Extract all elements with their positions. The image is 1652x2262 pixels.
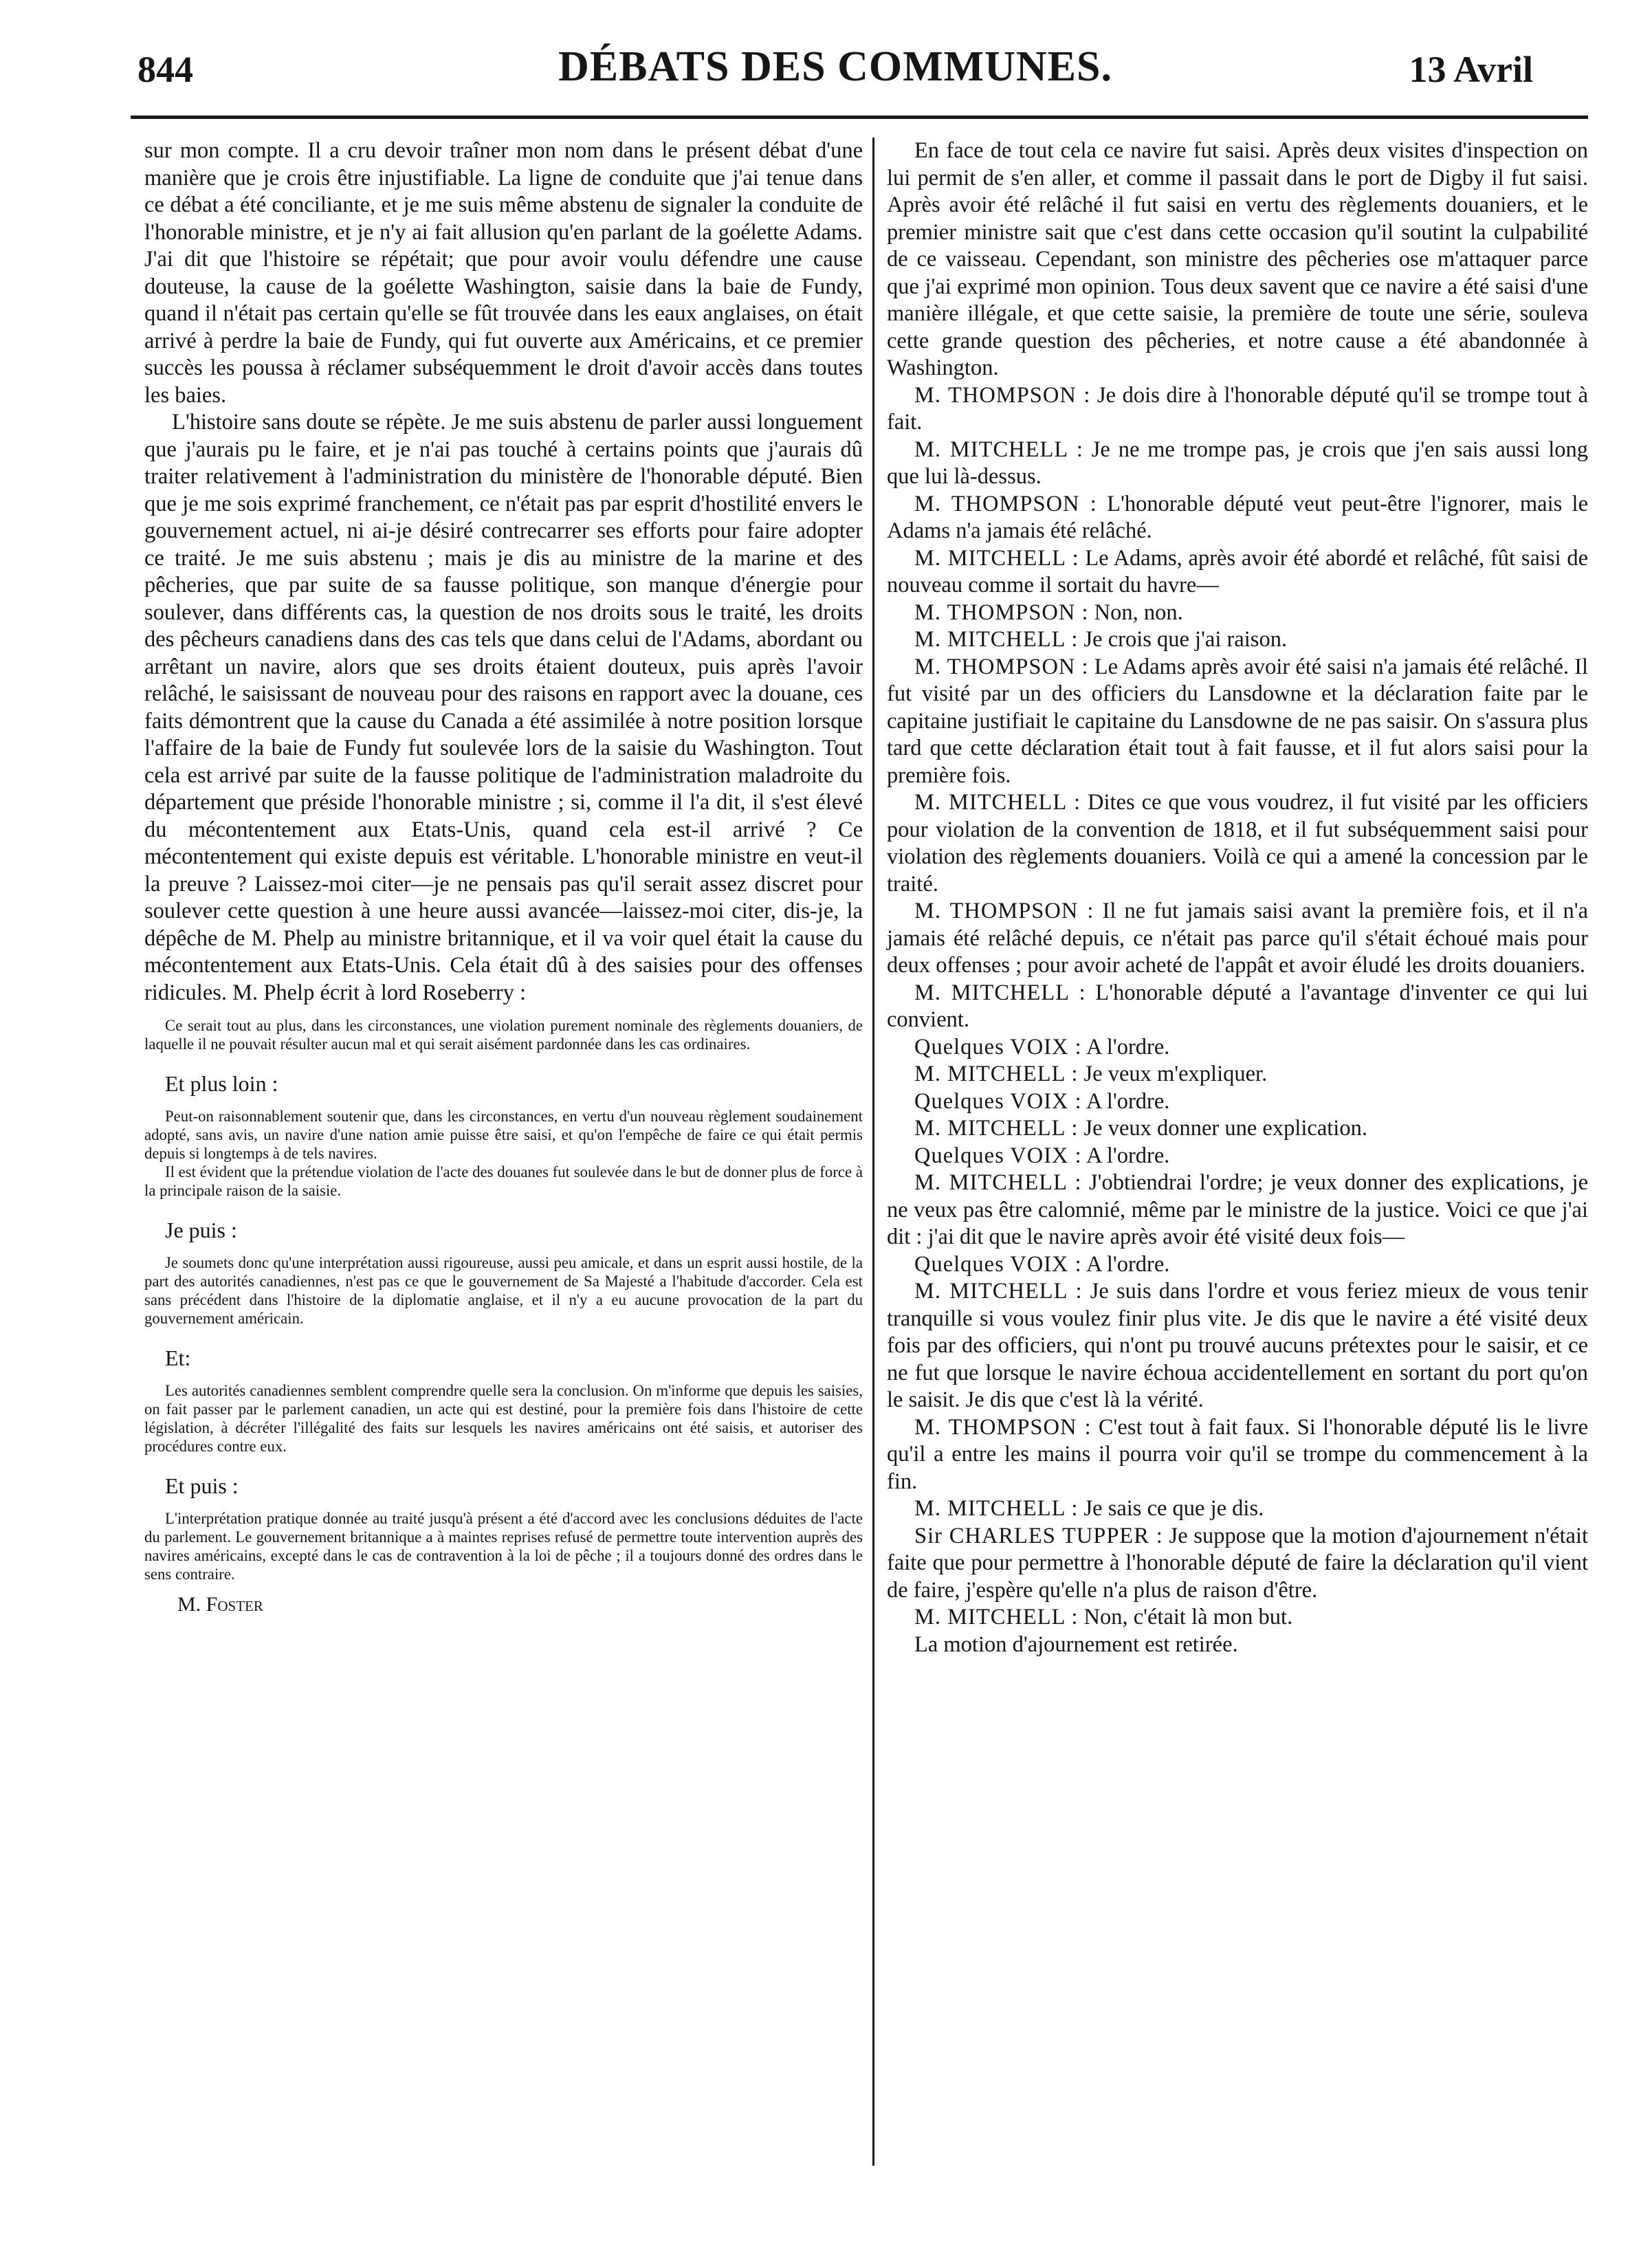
quote-text: Il est évident que la prétendue violation de l'acte des douanes fut soulevée dans le but de donner plus de force à la principale raison de la saisie. <box>144 1163 863 1199</box>
speech-text: J'obtiendrai l'ordre; je veux donner des explications, je ne veux pas être calomnié, même par le ministre de la justice. Voici ce que j'ai dit : j'ai dit que le navire après avoir été visité deux fois— <box>887 1170 1589 1249</box>
speech-text: Je sais ce que je dis. <box>1083 1496 1264 1521</box>
quote-text: Ce serait tout au plus, dans les circonstances, une violation purement nominale des règlements douaniers, de laquelle il ne pouvait résulter aucun mal et qui serait aisément pardonnée dans les cas ordinaires. <box>144 1017 863 1053</box>
quote-text: L'interprétation pratique donnée au traité jusqu'à présent a été d'accord avec les conclusions déduites de l'acte du parlement. Le gouvernement britannique a à maintes reprises refusé de permettre toute intervention auprès des navires américains, excepté dans le cas de contravention à la loi de pêche ; il a toujours donné des ordres dans le sens contraire. <box>144 1510 863 1583</box>
debate-exchange <box>887 545 1588 600</box>
speaker-name: M. MITCHELL : <box>914 1605 1079 1629</box>
speech-text: Le Adams, après avoir été abordé et relâché, fût saisi de nouveau comme il sortait du havre— <box>887 545 1589 597</box>
speech-text: Non, c'était là mon but. <box>1083 1605 1293 1629</box>
debate-exchange <box>887 1170 1588 1251</box>
speaker-name: Quelques VOIX : <box>914 1034 1082 1059</box>
block-quote <box>144 1253 863 1328</box>
debate-exchange <box>887 1061 1588 1088</box>
debate-exchange <box>887 1251 1588 1279</box>
debate-exchange <box>887 491 1588 545</box>
debate-exchange <box>887 1495 1588 1523</box>
page-date: 13 Avril <box>1409 49 1533 90</box>
speech-text: L'honorable député veut peut-être l'ignorer, mais le Adams n'a jamais été relâché. <box>887 491 1589 543</box>
column-divider <box>872 138 874 2166</box>
paragraph: sur mon compte. Il a cru devoir traîner mon nom dans le présent débat d'une manière que je crois être injustifiable. La ligne de conduite que j'ai tenue dans ce débat a été conciliante, et je me suis même abstenu de signaler la conduite de l'honorable ministre, et je n'y ai fait allusion qu'en parlant de la goélette Adams. J'ai dit que l'histoire se répétait; que pour avoir voulu défendre une cause douteuse, la cause de la goélette Washington, saisie dans la baie de Fundy, quand il n'était pas certain qu'elle se fût trouvée dans les eaux anglaises, on était arrivé à perdre la baie de Fundy, qui fut ouverte aux Américains, et ce premier succès les poussa à réclamer subséquemment le droit d'avoir accès dans toutes les baies. <box>144 138 863 408</box>
left-column <box>144 138 863 1616</box>
page-title: DÉBATS DES COMMUNES. <box>558 43 1113 90</box>
speaker-name: M. MITCHELL : <box>914 545 1079 571</box>
speaker-name: Quelques VOIX : <box>914 1088 1082 1114</box>
closing-line: La motion d'ajournement est retirée. <box>914 1632 1238 1657</box>
page-header <box>137 43 1533 98</box>
debate-exchange <box>887 789 1588 898</box>
signoff: M. Foster <box>177 1593 263 1616</box>
speaker-name: Sir CHARLES TUPPER : <box>914 1523 1163 1548</box>
speech-text: Je veux m'expliquer. <box>1083 1062 1268 1086</box>
page-number: 844 <box>137 49 193 90</box>
debate-exchange <box>887 1278 1588 1414</box>
block-quote <box>144 1107 863 1200</box>
speaker-name: M. MITCHELL : <box>914 437 1083 462</box>
speaker-name: M. MITCHELL : <box>914 980 1086 1005</box>
speaker-name: M. THOMPSON : <box>914 491 1097 516</box>
header-rule <box>131 116 1588 119</box>
debate-exchange <box>887 980 1588 1034</box>
block-quote <box>144 1509 863 1583</box>
debate-exchange <box>887 1088 1588 1116</box>
quote-intro: Et puis : <box>165 1473 239 1498</box>
speech-text: Je dois dire à l'honorable député qu'il se trompe tout à fait. <box>887 382 1589 435</box>
speaker-name: M. THOMPSON : <box>914 899 1094 923</box>
speaker-name: M. THOMPSON : <box>914 600 1089 625</box>
speech-text: Je veux donner une explication. <box>1083 1116 1367 1141</box>
paragraph: L'histoire sans doute se répète. Je me suis abstenu de parler aussi longuement que j'aurais pu le faire, et je n'ai pas touché à certains points que j'aurais dû traiter relativement à l'administration du ministère de l'honorable député. Bien que je me sois exprimé franchement, ce n'était pas par esprit d'hostilité envers le gouvernement actuel, ni ai-je désiré contrecarrer ses efforts pour faire adopter ce traité. Je me suis abstenu ; mais je dis au ministre de la marine et des pêcheries, que par suite de sa fausse politique, son manque d'énergie pour soulever, dans différents cas, la question de nos droits sous le traité, les droits des pêcheurs canadiens dans des cas tels que dans celui de l'Adams, abordant ou arrêtant un navire, alors que ses droits étaient douteux, puis après l'avoir relâché, le saisissant de nouveau pour des raisons en rapport avec la douane, ces faits démontrent que la cause du Canada a été assimilée à notre position lorsque l'affaire de la baie de Fundy fut soulevée lors de la saisie du Washington. Tout cela est arrivé par suite de la fausse politique de l'administration maladroite du département que préside l'honorable ministre ; si, comme il l'a dit, il s'est élevé du mécontentement aux Etats-Unis, quand cela est-il arrivé ? Ce mécontentement qui existe depuis est véritable. L'honorable ministre en veut-il la preuve ? Laissez-moi citer—je ne pensais pas qu'il serait assez discret pour soulever cette question à une heure aussi avancée—laissez-moi citer, dis-je, la dépêche de M. Phelp au ministre britannique, et il va voir quel était la cause du mécontentement aux Etats-Unis. Cela était dû à des saisies pour des offenses ridicules. M. Phelp écrit à lord Roseberry : <box>144 410 863 1005</box>
debate-exchange <box>887 1034 1588 1062</box>
debate-exchange <box>887 1604 1588 1632</box>
speaker-name: Quelques VOIX : <box>914 1251 1082 1277</box>
debate-exchange <box>887 654 1588 790</box>
speech-text: Je ne me trompe pas, je crois que j'en sais aussi long que lui là-dessus. <box>887 437 1589 489</box>
speaker-name: M. MITCHELL : <box>914 1062 1079 1086</box>
speech-text: A l'ordre. <box>1086 1088 1170 1114</box>
speech-text: A l'ordre. <box>1086 1251 1170 1277</box>
speaker-name: M. MITCHELL : <box>914 1496 1079 1521</box>
speech-text: Non, non. <box>1094 600 1183 625</box>
speaker-name: M. THOMPSON : <box>914 654 1089 679</box>
speech-text: Le Adams après avoir été saisi n'a jamais été relâché. Il fut visité par un des officiers du Lansdowne et la déclaration faite par le capitaine justifiait le capitaine du Lansdowne de ne pas saisir. On s'assura plus tard que cette déclaration était tout à fait fausse, et il fut alors saisi pour la première fois. <box>887 654 1589 788</box>
speech-text: Je suppose que la motion d'ajournement n'était faite que pour permettre à l'honorable député de faire la déclaration qu'il vient de faire, j'espère qu'elle n'a plus de raison d'être. <box>887 1523 1589 1603</box>
quote-text: Peut-on raisonnablement soutenir que, dans les circonstances, en vertu d'un nouveau règlement soudainement adopté, sans avis, un navire d'une nation amie puisse être saisi, et qu'on l'empêche de faire ce qui était permis depuis si longtemps à de tels navires. <box>144 1108 863 1162</box>
speech-text: Je crois que j'ai raison. <box>1083 627 1288 652</box>
speaker-name: Quelques VOIX : <box>914 1143 1082 1168</box>
speech-text: A l'ordre. <box>1086 1143 1170 1168</box>
speaker-name: M. MITCHELL : <box>914 1170 1082 1195</box>
quote-text: Les autorités canadiennes semblent comprendre quelle sera la conclusion. On m'informe que depuis les saisies, on fait passer par le parlement canadien, un acte qui est destiné, pour la première fois dans l'histoire de cette législation, à décréter l'illégalité des faits sur lesquels les navires américains ont été saisis, et autoriser des procédures contre eux. <box>144 1382 863 1455</box>
speaker-name: M. MITCHELL : <box>914 1116 1079 1141</box>
speech-text: C'est tout à fait faux. Si l'honorable député lis le livre qu'il a entre les mains il pourra voir qu'il se trompe du commencement à la fin. <box>887 1414 1589 1494</box>
quote-intro: Et: <box>165 1346 191 1370</box>
block-quote <box>144 1381 863 1456</box>
debate-exchanges <box>887 382 1588 1632</box>
debate-exchange <box>887 600 1588 627</box>
debate-exchange <box>887 1143 1588 1170</box>
speaker-name: M. MITCHELL : <box>914 790 1081 815</box>
speech-text: L'honorable député a l'avantage d'inventer ce qui lui convient. <box>887 980 1589 1032</box>
quote-text: Je soumets donc qu'une interprétation aussi rigoureuse, aussi peu amicale, et dans un esprit aussi hostile, de la part des autorités canadiennes, n'est pas ce que le gouvernement de Sa Majesté a l'habitude d'accorder. Cela est sans précédent dans l'histoire de la diplomatie anglaise, et il n'y a eu aucune provocation de la part du gouvernement américain. <box>144 1254 863 1327</box>
debate-exchange <box>887 382 1588 437</box>
debate-exchange <box>887 898 1588 980</box>
speaker-name: M. THOMPSON : <box>914 382 1091 408</box>
speech-text: Il ne fut jamais saisi avant la première fois, et il n'a jamais été relâché depuis, ce n'était pas parce qu'il s'était échoué mais pour deux offenses ; pour avoir acheté de l'appât et avoir éludé les droits douaniers. <box>887 899 1589 978</box>
right-column <box>887 138 1588 1658</box>
debate-exchange <box>887 626 1588 654</box>
speaker-name: M. THOMPSON : <box>914 1414 1092 1440</box>
debate-exchange <box>887 437 1588 491</box>
speaker-name: M. MITCHELL : <box>914 1279 1083 1304</box>
quote-intro: Et plus loin : <box>165 1071 278 1096</box>
debate-exchange <box>887 1414 1588 1496</box>
speech-text: A l'ordre. <box>1086 1034 1170 1059</box>
speech-text: Dites ce que vous voudrez, il fut visité par les officiers pour violation de la convention de 1818, et il fut subséquemment saisi pour violation des règlements douaniers. Voilà ce qui a amené la concession par le traité. <box>887 790 1589 897</box>
block-quote <box>144 1016 863 1053</box>
speech-text: Je suis dans l'ordre et vous feriez mieux de vous tenir tranquille si vous voulez finir plus vite. Je dis que le navire a été visité deux fois par des officiers, qui n'ont pu trouvé aucuns prétextes pour le saisir, et ce ne fut que lorsque le navire échoua accidentellement en sortant du port qu'on le saisit. Je dis que c'est là la vérité. <box>887 1279 1589 1412</box>
debate-exchange <box>887 1115 1588 1143</box>
speaker-name: M. MITCHELL : <box>914 627 1079 652</box>
debate-exchange <box>887 1523 1588 1605</box>
paragraph: En face de tout cela ce navire fut saisi. Après deux visites d'inspection on lui permit de s'en aller, et comme il passait dans le port de Digby il fut saisi. Après avoir été relâché il fut saisi en vertu des règlements douaniers, et le premier ministre sait que c'est dans cette occasion qu'il soutint la culpabilité de ce vaisseau. Cependant, son ministre des pêcheries ose m'attaquer parce que j'ai exprimé mon opinion. Tous deux savent que ce navire a été saisi d'une manière illégale, et que cette saisie, la première de toute une série, souleva cette grande question des pêcheries, et notre cause a été abandonnée à Washington. <box>887 138 1588 380</box>
quote-intro: Je puis : <box>165 1218 237 1242</box>
